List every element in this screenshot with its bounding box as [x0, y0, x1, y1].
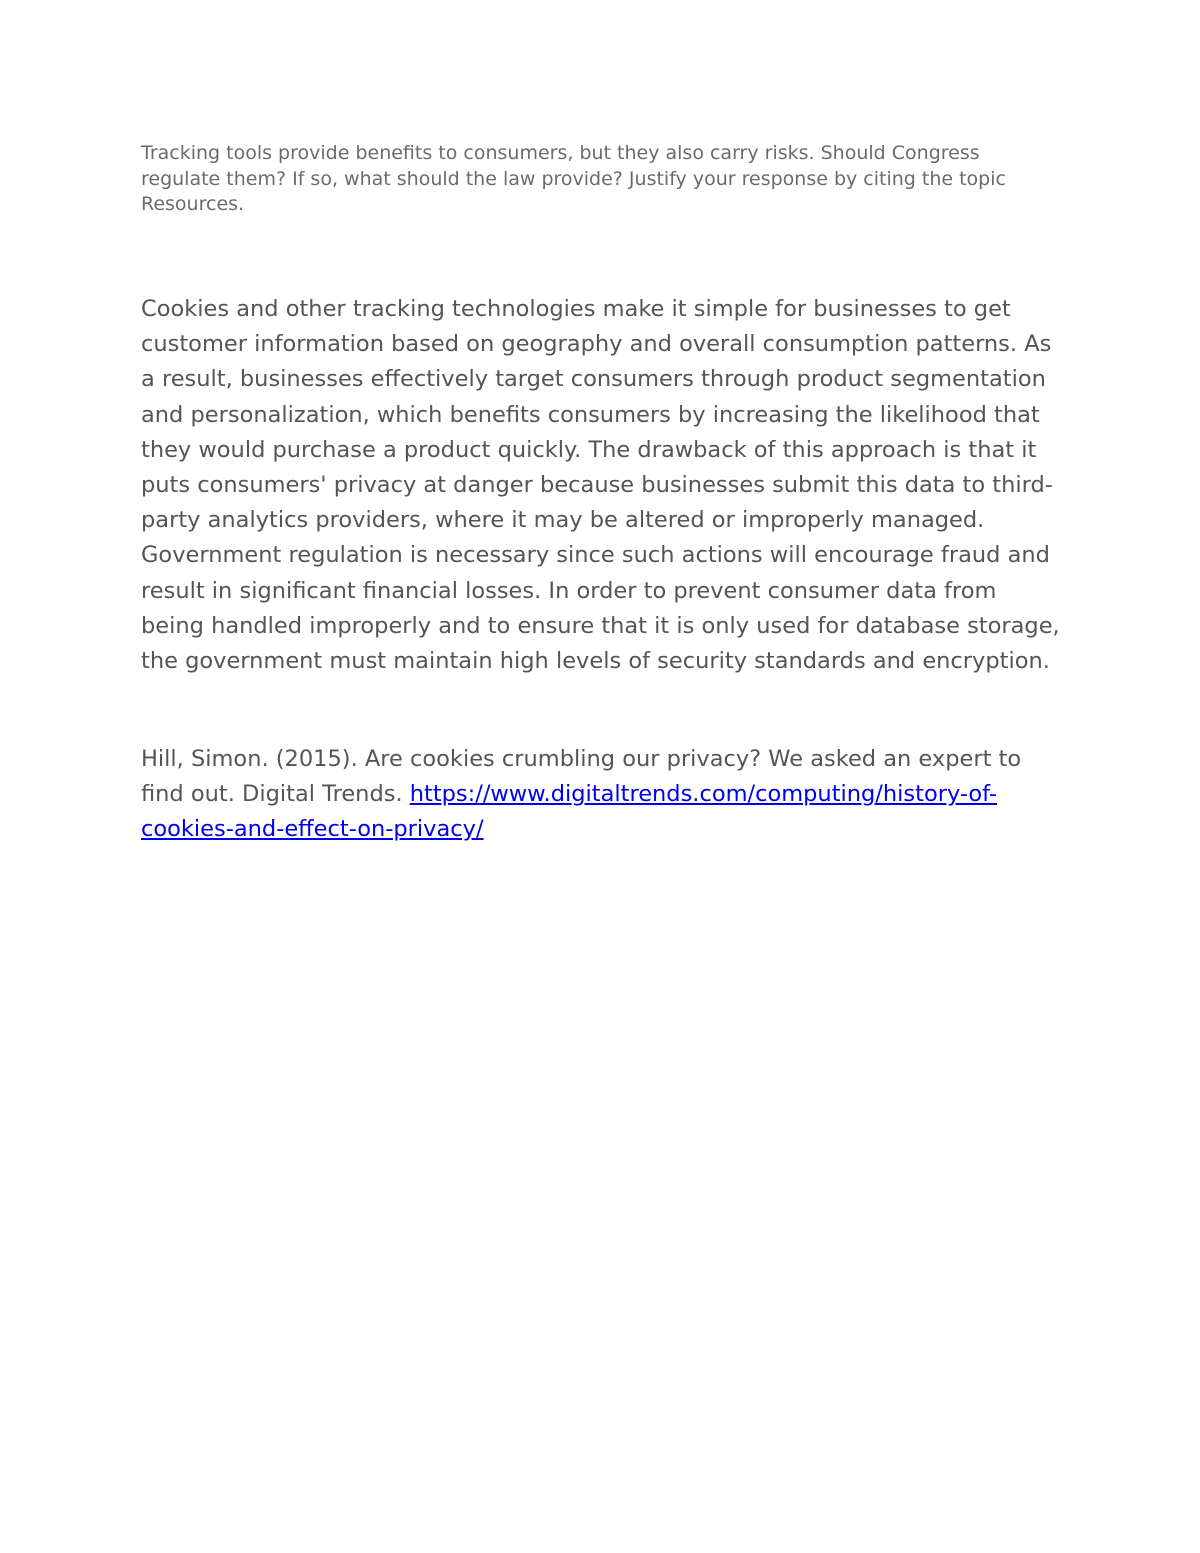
- assignment-prompt: Tracking tools provide benefits to consumers, but they also carry risks. Should Congress regulate them? If so, what should the law provide? Justify your response by citing the topic Resources.: [141, 142, 1006, 215]
- reference-citation: [141, 742, 1066, 848]
- citation-text: Hill, Simon. (2015). Are cookies crumbling our privacy? We asked an expert to find out. Digital Trends.: [141, 746, 1022, 808]
- response-paragraph: Cookies and other tracking technologies make it simple for businesses to get customer information based on geography and overall consumption patterns. As a result, businesses effectively target consumers through product segmentation and personalization, which benefits consumers by increasing the likelihood that they would purchase a product quickly. The drawback of this approach is that it puts consumers' privacy at danger because businesses submit this data to third-party analytics providers, where it may be altered or improperly managed. Government regulation is necessary since such actions will encourage fraud and result in significant financial losses. In order to prevent consumer data from being handled improperly and to ensure that it is only used for database storage, the government must maintain high levels of security standards and encryption.: [141, 296, 1060, 675]
- citation-link[interactable]: https://www.digitaltrends.com/computing/history-of-cookies-and-effect-on-privacy/: [141, 781, 997, 843]
